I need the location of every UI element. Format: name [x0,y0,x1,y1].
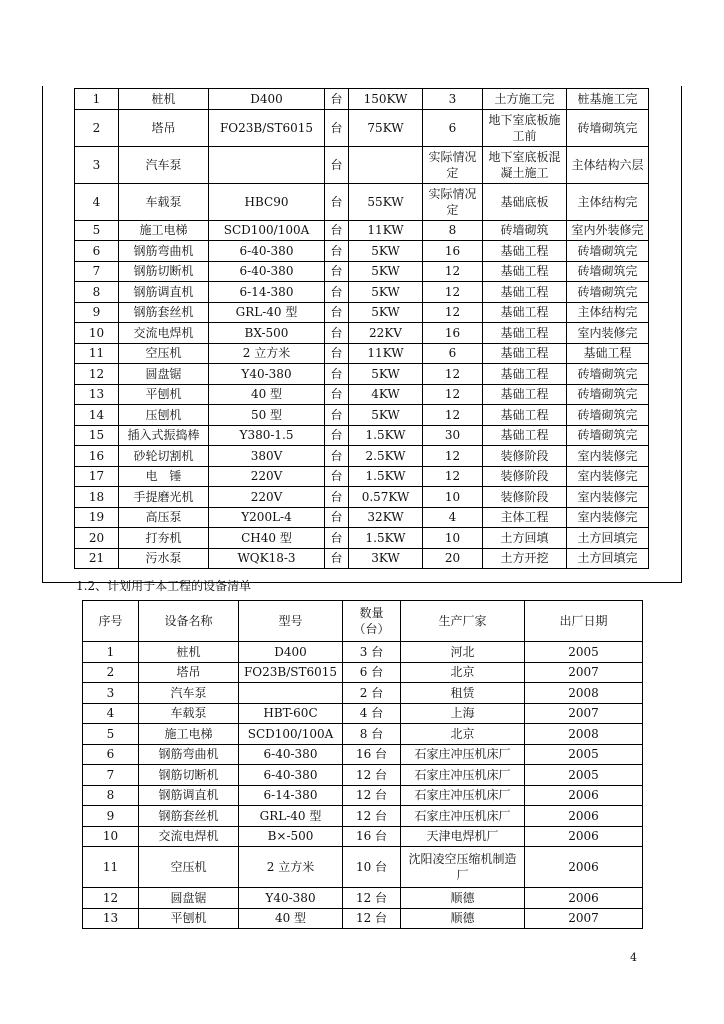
table-cell: 石家庄冲压机床厂 [401,765,525,786]
table-cell: 租赁 [401,683,525,704]
table-row [83,662,643,683]
table-cell: 电 锤 [119,466,209,487]
table-row [75,343,649,364]
table-cell: 12 台 [343,785,401,806]
table-row [75,507,649,528]
table-header-row [83,601,643,642]
table-cell: 施工电梯 [139,724,239,745]
table-cell: 基础工程 [483,282,567,303]
table-cell: 17 [75,466,119,487]
table-cell: 6-40-380 [209,261,325,282]
table-cell: 5 [83,724,139,745]
table-cell: 11KW [349,220,423,241]
table-cell: 4 台 [343,703,401,724]
table-cell: WQK18-3 [209,548,325,569]
table-cell: 台 [325,364,349,385]
table-cell: 台 [325,343,349,364]
table-row [75,364,649,385]
table-cell: 台 [325,548,349,569]
table-cell: 8 [83,785,139,806]
table-row [83,744,643,765]
table-cell: 12 [423,261,483,282]
table-cell: Y40-380 [239,888,343,909]
table-cell: 12 [423,466,483,487]
table-cell: 3KW [349,548,423,569]
table-cell: 12 [75,364,119,385]
table-row [75,405,649,426]
table-cell: 10 [75,323,119,344]
table-cell: 20 [75,528,119,549]
table-row [83,826,643,847]
table-cell: 空压机 [119,343,209,364]
table-cell: 土方施工完 [483,89,567,110]
table-cell: 台 [325,405,349,426]
table-cell: 桩机 [119,89,209,110]
table-cell: 砖墙砌筑完 [567,261,649,282]
table-cell: 钢筋弯曲机 [139,744,239,765]
table-cell: 16 [423,241,483,262]
table-cell: 台 [325,528,349,549]
table-cell: 北京 [401,724,525,745]
table-cell: 12 [423,384,483,405]
table-cell: 台 [325,425,349,446]
table-cell: B×-500 [239,826,343,847]
table-cell: 砖墙砌筑完 [567,109,649,146]
table-cell: SCD100/100A [209,220,325,241]
table-cell: 220V [209,487,325,508]
table-cell: FO23B/ST6015 [239,662,343,683]
table-cell: 圆盘锯 [119,364,209,385]
table-cell: 6 [423,343,483,364]
table-row [75,146,649,183]
table-cell: 交流电焊机 [139,826,239,847]
table-cell: 2006 [525,806,643,827]
table-cell: 16 台 [343,744,401,765]
table-cell: 圆盘锯 [139,888,239,909]
table-cell: 基础工程 [483,343,567,364]
table-cell: 16 [75,446,119,467]
table-cell: 河北 [401,642,525,663]
table-cell: 实际情况定 [423,146,483,183]
header-cell: 型号 [239,601,343,642]
table-cell: 5KW [349,302,423,323]
table-row [75,446,649,467]
table-cell: 3 台 [343,642,401,663]
table-row [75,466,649,487]
table-row [75,302,649,323]
table-cell: 19 [75,507,119,528]
table-cell: 土方回填完 [567,528,649,549]
table-cell: 钢筋切断机 [119,261,209,282]
table-cell: 2005 [525,744,643,765]
table-cell: HBC90 [209,183,325,220]
table-cell: 2 立方米 [209,343,325,364]
table-cell: 台 [325,146,349,183]
table-cell: GRL-40 型 [209,302,325,323]
table-cell: 2007 [525,908,643,929]
table-cell: 基础工程 [483,384,567,405]
table-cell: 5KW [349,405,423,426]
table-cell: 2007 [525,662,643,683]
table-cell: Y380-1.5 [209,425,325,446]
table-row [75,241,649,262]
table-cell: 基础工程 [483,323,567,344]
table-cell: 21 [75,548,119,569]
table-cell: 塔吊 [119,109,209,146]
table-cell: 石家庄冲压机床厂 [401,744,525,765]
table-row [75,183,649,220]
table-cell: 室内装修完 [567,507,649,528]
header-cell: 生产厂家 [401,601,525,642]
table-cell: 室内装修完 [567,487,649,508]
table-cell: 13 [83,908,139,929]
table-cell: 16 台 [343,826,401,847]
table-cell: 2005 [525,765,643,786]
table-cell: 15 [75,425,119,446]
equipment-usage-table [74,88,649,569]
table-row [75,323,649,344]
table-row [83,765,643,786]
table-cell: 1 [83,642,139,663]
table-cell: 2 [83,662,139,683]
table-cell: 台 [325,220,349,241]
table-cell: Y200L-4 [209,507,325,528]
table-cell: D400 [239,642,343,663]
table-cell: 实际情况定 [423,183,483,220]
table-row [75,487,649,508]
table-cell: 5 [75,220,119,241]
table-cell: 6-14-380 [239,785,343,806]
header-cell: 数量（台） [343,601,401,642]
table-cell: 地下室底板混凝土施工 [483,146,567,183]
table-cell: 桩机 [139,642,239,663]
table-cell: 6-40-380 [209,241,325,262]
table-cell: 2 台 [343,683,401,704]
table-cell: 6 台 [343,662,401,683]
equipment-list-table [82,600,643,929]
table-cell: 9 [83,806,139,827]
table-cell: 台 [325,384,349,405]
table-cell: 4 [83,703,139,724]
table-row [75,220,649,241]
table-cell: 室内装修完 [567,446,649,467]
table-cell: 钢筋弯曲机 [119,241,209,262]
table-cell: 3 [423,89,483,110]
header-cell: 序号 [83,601,139,642]
table-cell: 7 [75,261,119,282]
table-cell: 钢筋套丝机 [119,302,209,323]
table-cell: 2 立方米 [239,847,343,888]
table-cell: 12 台 [343,888,401,909]
table-cell: 装修阶段 [483,466,567,487]
table-cell: 施工电梯 [119,220,209,241]
table-row [83,847,643,888]
table-cell: 1.5KW [349,466,423,487]
table-cell: 380V [209,446,325,467]
table-cell: 12 [423,282,483,303]
table-cell: 2007 [525,703,643,724]
table-cell: 6 [83,744,139,765]
table-cell: 手提磨光机 [119,487,209,508]
table-cell: 北京 [401,662,525,683]
table-cell: 40 型 [239,908,343,929]
table-row [83,642,643,663]
table-cell: GRL-40 型 [239,806,343,827]
table-cell: 12 [423,405,483,426]
table-cell: 台 [325,302,349,323]
table-cell: 220V [209,466,325,487]
table-cell: 5KW [349,364,423,385]
table-cell: D400 [209,89,325,110]
table-cell: 50 型 [209,405,325,426]
table-row [75,384,649,405]
table-cell: 主体结构完 [567,183,649,220]
table-cell: 车载泵 [139,703,239,724]
table-row [83,724,643,745]
table-cell: 车载泵 [119,183,209,220]
table-cell: 4 [75,183,119,220]
table-cell: 5KW [349,282,423,303]
table-cell: 台 [325,261,349,282]
table-cell: 基础工程 [483,302,567,323]
table-cell: 砖墙砌筑完 [567,425,649,446]
table-cell: 13 [75,384,119,405]
table-cell: 砖墙砌筑完 [567,241,649,262]
table-cell: 交流电焊机 [119,323,209,344]
table-row [83,785,643,806]
table-cell: 10 [423,487,483,508]
table-cell [209,146,325,183]
table-cell: 2006 [525,888,643,909]
table-cell: HBT-60C [239,703,343,724]
table-cell: 钢筋调直机 [139,785,239,806]
table-cell: 0.57KW [349,487,423,508]
table-cell: 11 [83,847,139,888]
table-cell: 55KW [349,183,423,220]
table-cell: 台 [325,109,349,146]
table-cell: 台 [325,282,349,303]
table-cell: 10 台 [343,847,401,888]
table-cell: 20 [423,548,483,569]
table-cell: 5KW [349,241,423,262]
table-cell [239,683,343,704]
table-cell: 地下室底板施工前 [483,109,567,146]
table-cell: 12 台 [343,765,401,786]
table-cell: 砖墙砌筑完 [567,282,649,303]
table-cell: 5KW [349,261,423,282]
table-cell: 2006 [525,847,643,888]
table-cell: 土方回填完 [567,548,649,569]
table-cell: 汽车泵 [119,146,209,183]
table-cell: BX-500 [209,323,325,344]
table-cell: 平刨机 [139,908,239,929]
table-cell: 砂轮切割机 [119,446,209,467]
table-cell: 砖墙砌筑 [483,220,567,241]
table-cell: 18 [75,487,119,508]
table-cell: 基础工程 [483,261,567,282]
table-cell: 天津电焊机厂 [401,826,525,847]
table-cell: 6-40-380 [239,744,343,765]
table-cell: 塔吊 [139,662,239,683]
table-cell: 2.5KW [349,446,423,467]
table-cell: 主体结构六层 [567,146,649,183]
table-cell: 沈阳凌空压缩机制造厂 [401,847,525,888]
table-cell: 钢筋切断机 [139,765,239,786]
table-cell: 2006 [525,826,643,847]
table-cell: 16 [423,323,483,344]
table-cell: 9 [75,302,119,323]
table-row [83,908,643,929]
table-cell: 钢筋套丝机 [139,806,239,827]
table-cell: 6 [75,241,119,262]
table-cell: 室内装修完 [567,466,649,487]
table-cell: 1 [75,89,119,110]
table-cell: 顺德 [401,888,525,909]
table-cell: 2 [75,109,119,146]
table-cell: 11KW [349,343,423,364]
page-number: 4 [630,951,637,964]
table-cell: 3 [75,146,119,183]
table-cell: 10 [83,826,139,847]
table-cell: 高压泵 [119,507,209,528]
table-cell: 插入式振捣棒 [119,425,209,446]
table-cell: 台 [325,241,349,262]
table-cell: 6-40-380 [239,765,343,786]
table-cell: 顺德 [401,908,525,929]
table-cell: 台 [325,507,349,528]
table-cell: 4 [423,507,483,528]
table-cell: 8 台 [343,724,401,745]
table-cell: 8 [423,220,483,241]
table-cell [349,146,423,183]
table-cell: 装修阶段 [483,446,567,467]
table-cell: FO23B/ST6015 [209,109,325,146]
table-cell: CH40 型 [209,528,325,549]
table-cell: 14 [75,405,119,426]
table-cell: 3 [83,683,139,704]
table-cell: 平刨机 [119,384,209,405]
table-cell: 污水泵 [119,548,209,569]
table-cell: 砖墙砌筑完 [567,405,649,426]
table-cell: 10 [423,528,483,549]
table-cell: 主体结构完 [567,302,649,323]
table-cell: 石家庄冲压机床厂 [401,806,525,827]
table-cell: 主体工程 [483,507,567,528]
table-cell: 40 型 [209,384,325,405]
table-cell: 压刨机 [119,405,209,426]
table-cell: 6-14-380 [209,282,325,303]
table-cell: 室内外装修完 [567,220,649,241]
table-cell: SCD100/100A [239,724,343,745]
table-row [75,282,649,303]
table-cell: 6 [423,109,483,146]
table-row [75,548,649,569]
table-cell: 基础工程 [483,364,567,385]
table-cell: 1.5KW [349,425,423,446]
table-cell: 上海 [401,703,525,724]
table-cell: 基础工程 [483,425,567,446]
table-cell: 2008 [525,683,643,704]
table-cell: 土方回填 [483,528,567,549]
table-row [83,683,643,704]
table-cell: 32KW [349,507,423,528]
table-cell: 桩基施工完 [567,89,649,110]
table-row [75,109,649,146]
table-cell: 12 [83,888,139,909]
table-cell: 12 台 [343,908,401,929]
header-cell: 出厂日期 [525,601,643,642]
table-cell: 基础工程 [483,241,567,262]
table-row [75,261,649,282]
table-cell: 7 [83,765,139,786]
table-cell: 打夯机 [119,528,209,549]
table-cell: 台 [325,323,349,344]
table-cell: 砖墙砌筑完 [567,384,649,405]
table-cell: 30 [423,425,483,446]
table-row [75,425,649,446]
table-cell: 22KV [349,323,423,344]
table-cell: 12 [423,302,483,323]
table-cell: 基础工程 [567,343,649,364]
table-cell: 12 [423,364,483,385]
table-cell: 1.5KW [349,528,423,549]
table-cell: 台 [325,446,349,467]
table-cell: 12 [423,446,483,467]
table-row [75,528,649,549]
table-cell: 2005 [525,642,643,663]
table-row [83,888,643,909]
header-cell: 设备名称 [139,601,239,642]
table-row [83,703,643,724]
table-cell: 台 [325,487,349,508]
table-cell: 室内装修完 [567,323,649,344]
table-row [75,89,649,110]
table-cell: 2006 [525,785,643,806]
table-cell: 汽车泵 [139,683,239,704]
table-cell: 8 [75,282,119,303]
table-cell: 台 [325,183,349,220]
table-cell: 11 [75,343,119,364]
table-cell: 装修阶段 [483,487,567,508]
table-row [83,806,643,827]
table-cell: Y40-380 [209,364,325,385]
table-cell: 150KW [349,89,423,110]
table-cell: 砖墙砌筑完 [567,364,649,385]
table-cell: 空压机 [139,847,239,888]
table-cell: 石家庄冲压机床厂 [401,785,525,806]
table-cell: 土方开挖 [483,548,567,569]
table-cell: 钢筋调直机 [119,282,209,303]
table-cell: 基础底板 [483,183,567,220]
table-cell: 12 台 [343,806,401,827]
table-cell: 基础工程 [483,405,567,426]
table-cell: 2008 [525,724,643,745]
table-cell: 台 [325,89,349,110]
table-cell: 75KW [349,109,423,146]
table-cell: 4KW [349,384,423,405]
section-caption: 1.2、计划用于本工程的设备清单 [76,579,252,593]
table-cell: 台 [325,466,349,487]
